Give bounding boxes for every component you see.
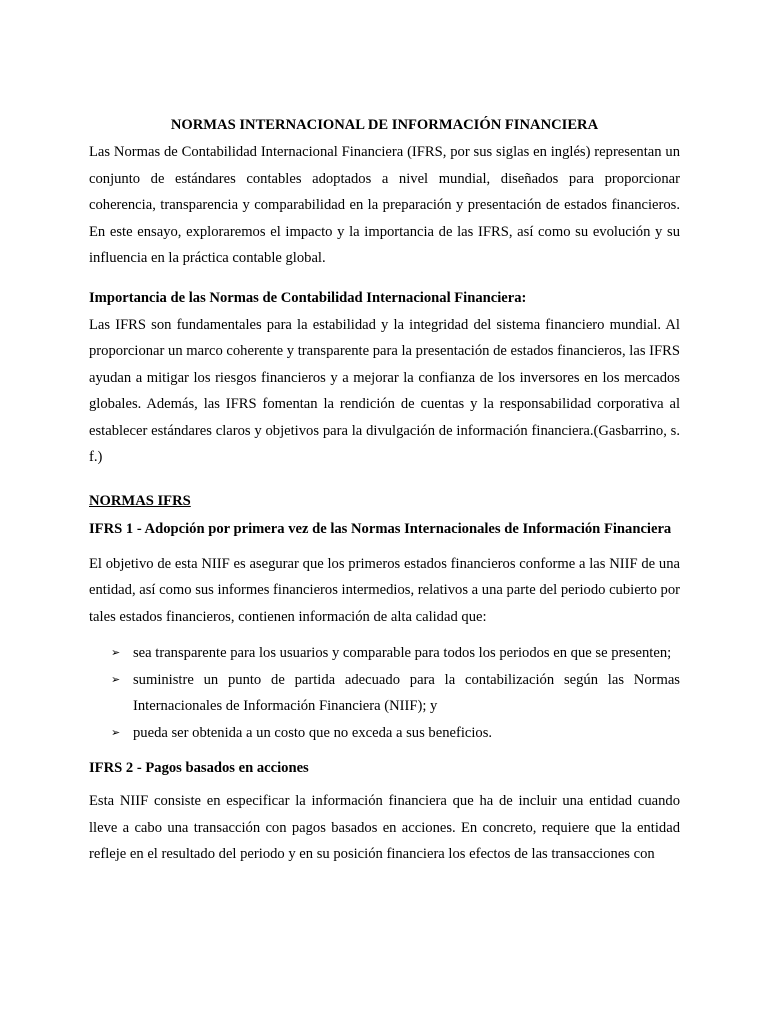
importance-heading: Importancia de las Normas de Contabilidad Internacional Financiera: xyxy=(89,289,527,306)
list-item xyxy=(89,720,680,747)
normas-ifrs-heading: NORMAS IFRS xyxy=(89,492,191,509)
intro-paragraph: Las Normas de Contabilidad Internacional Financiera (IFRS, por sus siglas en inglés) representan un conjunto de estándares contables adoptados a nivel mundial, diseñados para proporcionar coherencia, transparencia y comparabilidad en la preparación y presentación de estados financieros. En este ensayo, exploraremos el impacto y la importancia de las IFRS, así como su evolución y su influencia en la práctica contable global. xyxy=(89,144,680,266)
list-item xyxy=(89,667,680,720)
ifrs1-heading: IFRS 1 - Adopción por primera vez de las Normas Internacionales de Información Financiera xyxy=(89,520,672,537)
document-body xyxy=(89,115,680,868)
arrow-bullet-icon: ➢ xyxy=(111,725,121,739)
ifrs1-bullet-list xyxy=(89,640,680,746)
list-item-text: suministre un punto de partida adecuado para la contabilización según las Normas Internacionales de Información Financiera (NIIF); y xyxy=(133,671,680,714)
ifrs2-paragraph: Esta NIIF consiste en especificar la información financiera que ha de incluir una entidad cuando lleve a cabo una transacción con pagos basados en acciones. En concreto, requiere que la entidad refleje en el resultado del periodo y en su posición financiera los efectos de las transacciones con xyxy=(89,793,680,862)
ifrs2-heading: IFRS 2 - Pagos basados en acciones xyxy=(89,760,309,776)
list-item xyxy=(89,640,680,667)
list-item-text: pueda ser obtenida a un costo que no exceda a sus beneficios. xyxy=(133,724,493,741)
importance-paragraph: Las IFRS son fundamentales para la estabilidad y la integridad del sistema financiero mundial. Al proporcionar un marco coherente y transparente para la presentación de estados financieros, las IFRS ayudan a mitigar los riesgos financieros y a mejorar la confianza de los inversores en los mercados globales. Además, las IFRS fomentan la rendición de cuentas y la responsabilidad corporativa al establecer estándares claros y objetivos para la divulgación de información financiera.(Gasbarrino, s. f.) xyxy=(89,316,680,465)
arrow-bullet-icon: ➢ xyxy=(111,672,121,686)
list-item-text: sea transparente para los usuarios y comparable para todos los periodos en que se presenten; xyxy=(133,645,672,661)
document-title: NORMAS INTERNACIONAL DE INFORMACIÓN FINANCIERA xyxy=(170,117,599,133)
arrow-bullet-icon: ➢ xyxy=(111,646,121,659)
ifrs1-paragraph: El objetivo de esta NIIF es asegurar que los primeros estados financieros conforme a las NIIF de una entidad, así como sus informes financieros intermedios, relativos a una parte del periodo cubierto por tales estados financieros, contienen información de alta calidad que: xyxy=(89,555,680,625)
